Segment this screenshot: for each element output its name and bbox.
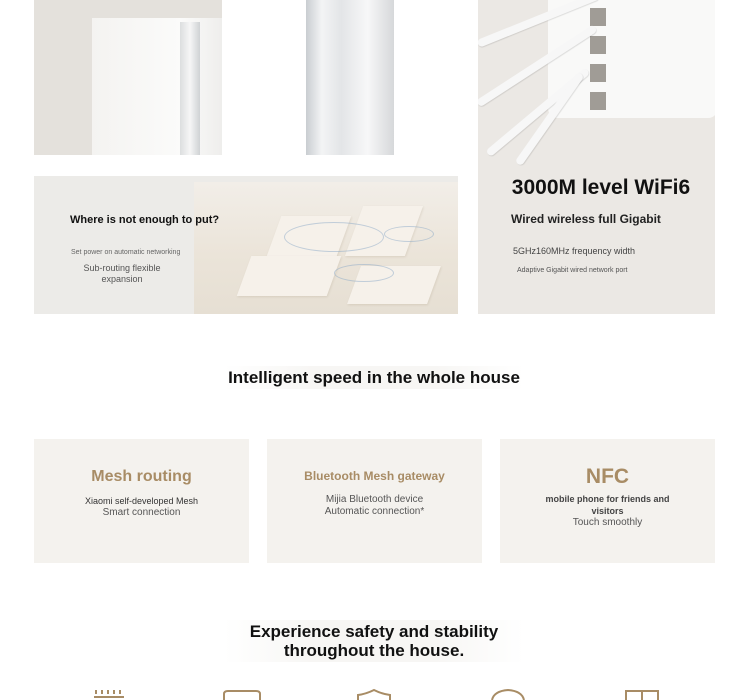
hero-title: 3000M level WiFi6 xyxy=(511,176,691,199)
feature-title: NFC xyxy=(585,465,630,488)
device-icon xyxy=(222,688,262,700)
shield-icon xyxy=(356,688,396,700)
networking-small-text: Set power on automatic networking xyxy=(71,249,181,256)
feature-title: Bluetooth Mesh gateway xyxy=(304,469,445,483)
hero-spec-line: 5GHz160MHz frequency width xyxy=(513,246,636,256)
product-image-top-left xyxy=(34,0,458,155)
router-edge-image xyxy=(180,22,200,155)
feature-card-bluetooth xyxy=(267,439,482,563)
hero-spec-line-2: Adaptive Gigabit wired network port xyxy=(517,267,628,274)
router-ports-image xyxy=(548,0,715,118)
feature-title: Mesh routing xyxy=(91,468,192,485)
feature-line: mobile phone for friends and visitors xyxy=(545,494,670,516)
hero-subtitle: Wired wireless full Gigabit xyxy=(511,212,661,226)
router-side-image xyxy=(306,0,394,155)
feature-card-mesh xyxy=(34,439,249,563)
feature-line: Automatic connection* xyxy=(324,506,425,517)
router-body-image xyxy=(92,18,240,155)
ethernet-port xyxy=(590,92,606,110)
ethernet-port xyxy=(590,36,606,54)
ethernet-port xyxy=(590,8,606,26)
feature-card-nfc xyxy=(500,439,715,563)
ethernet-port xyxy=(590,64,606,82)
clock-icon xyxy=(488,688,528,700)
house-wall xyxy=(237,256,342,296)
feature-line: Smart connection xyxy=(102,507,181,518)
networking-question: Where is not enough to put? xyxy=(70,214,220,226)
feature-line: Touch smoothly xyxy=(572,517,643,528)
section-heading-speed: Intelligent speed in the whole house xyxy=(224,366,524,389)
wifi-signal-ring xyxy=(284,222,384,252)
wifi-signal-ring xyxy=(334,264,394,282)
router-icon xyxy=(92,688,132,700)
feature-line: Mijia Bluetooth device xyxy=(325,494,424,505)
wifi-signal-ring xyxy=(384,226,434,242)
networking-subtitle: Sub-routing flexible expansion xyxy=(83,263,161,284)
section-heading-safety: Experience safety and stability throughout the house. xyxy=(224,620,524,662)
house-model-image xyxy=(34,176,458,314)
feature-line: Xiaomi self-developed Mesh xyxy=(84,496,199,506)
window-icon xyxy=(624,688,664,700)
